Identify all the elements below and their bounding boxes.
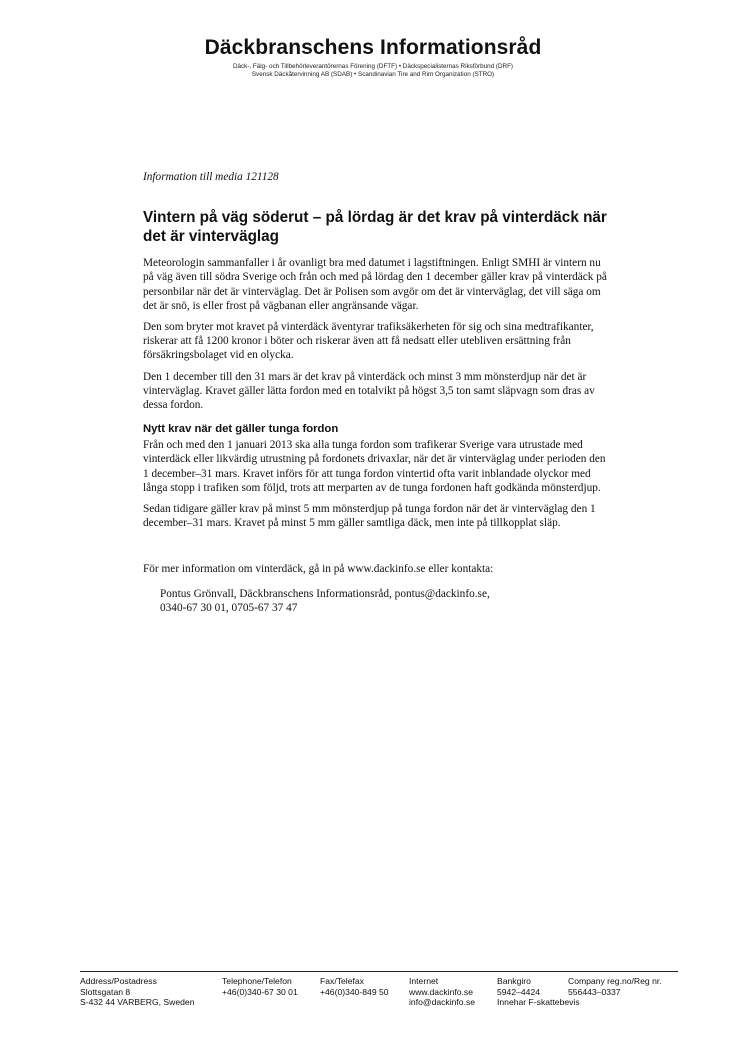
footer-telephone-label: Telephone/Telefon — [222, 976, 292, 986]
contact-block — [143, 587, 613, 615]
paragraph-3: Den 1 december till den 31 mars är det krav på vinterdäck och minst 3 mm mönsterdjup när det är vinterväglag. Kravet gäller lätta fordon med en totalvikt på högst 3,5 ton samt släpvagn som dras av dessa fordon. — [143, 370, 595, 412]
contact-line-2: 0340-67 30 01, 0705-67 37 47 — [160, 601, 298, 614]
footer-email-link[interactable]: info@dackinfo.se — [409, 997, 476, 1008]
footer-internet — [409, 976, 475, 1008]
paragraph-4: Från och med den 1 januari 2013 ska alla tunga fordon som trafikerar Sverige vara utrustade med vinterdäck eller likvärdig utrustning på fordonets drivaxlar, när det är vinterväglag under perioden den 1 december–31 mars. Kravet införs för att tunga fordon vintertid ofta varit inblandade olyckor med långa stopp i trafiken som följd, trots att merparten av de tunga fordonen haft godkända mönsterdjup. — [143, 439, 606, 494]
paragraph-5: Sedan tidigare gäller krav på minst 5 mm mönsterdjup på tunga fordon när det är vinterväglag den 1 december–31 mars. Kravet på minst 5 mm gäller samtliga däck, men inte på tillkopplat släp. — [143, 503, 596, 530]
more-info-line: För mer information om vinterdäck, gå in på www.dackinfo.se eller kontakta: — [143, 563, 494, 576]
paragraph-2: Den som bryter mot kravet på vinterdäck äventyrar trafiksäkerheten för sig och sina medtrafikanter, riskerar att få 1200 kronor i böter och riskerar även att få nedsatt eller utebliven ersättning från försäkringsbolaget vid en olycka. — [143, 321, 594, 362]
media-info-kicker: Information till media 121128 — [143, 171, 279, 183]
member-organizations — [0, 63, 746, 79]
footer-fax — [320, 976, 389, 997]
footer-bankgiro-number: 5942–4424 — [497, 986, 541, 997]
subheading-heavy-vehicles: Nytt krav när det gäller tunga fordon — [143, 423, 339, 436]
footer-company — [568, 976, 662, 997]
press-release-body — [143, 170, 613, 615]
footer-telephone — [222, 976, 298, 997]
headline: Vintern på väg söderut – på lördag är det krav på vinterdäck när det är vinterväglag — [143, 209, 607, 246]
footer-address-city: S-432 44 VARBERG, Sweden — [80, 997, 195, 1008]
footer-company-label: Company reg.no/Reg nr. — [568, 976, 662, 986]
members-line-2: Svensk Däckåtervinning AB (SDAB) • Scandinavian Tire and Rim Organization (STRO) — [251, 71, 495, 78]
paragraph-1: Meteorologin sammanfaller i år ovanligt bra med datumet i lagstiftningen. Enligt SMHI är vintern nu på väg även till södra Sverige och från och med på lördag den 1 december gäller krav på vinterdäck på personbilar när det är vinterväglag. Det är Polisen som avgör om det är vinterväglag, det vill säga om det är snö, is eller frost på vägbanan eller angränsande vägar. — [143, 257, 607, 312]
footer-fax-label: Fax/Telefax — [320, 976, 364, 986]
footer-website-link[interactable]: www.dackinfo.se — [409, 986, 474, 997]
footer-address-street: Slottsgatan 8 — [80, 986, 131, 997]
footer-fax-number: +46(0)340-849 50 — [320, 986, 389, 997]
footer-telephone-number: +46(0)340-67 30 01 — [222, 986, 298, 997]
members-line-1: Däck-, Fälg- och Tillbehörleverantörernas Förening (DFTF) • Däckspecialisternas Riksförbund (DRF) — [232, 63, 514, 70]
letterhead — [0, 36, 746, 79]
organization-name: Däckbranschens Informationsråd — [204, 36, 542, 59]
contact-line-1: Pontus Grönvall, Däckbranschens Informationsråd, pontus@dackinfo.se, — [160, 587, 490, 600]
footer-tax-status: Innehar F-skattebevis — [497, 997, 580, 1008]
footer-company-number: 556443–0337 — [568, 986, 621, 997]
footer-address — [80, 976, 194, 1008]
footer-address-label: Address/Postadress — [80, 976, 157, 986]
footer-internet-label: Internet — [409, 976, 439, 986]
footer-divider — [80, 971, 678, 972]
footer-bankgiro-label: Bankgiro — [497, 976, 531, 986]
